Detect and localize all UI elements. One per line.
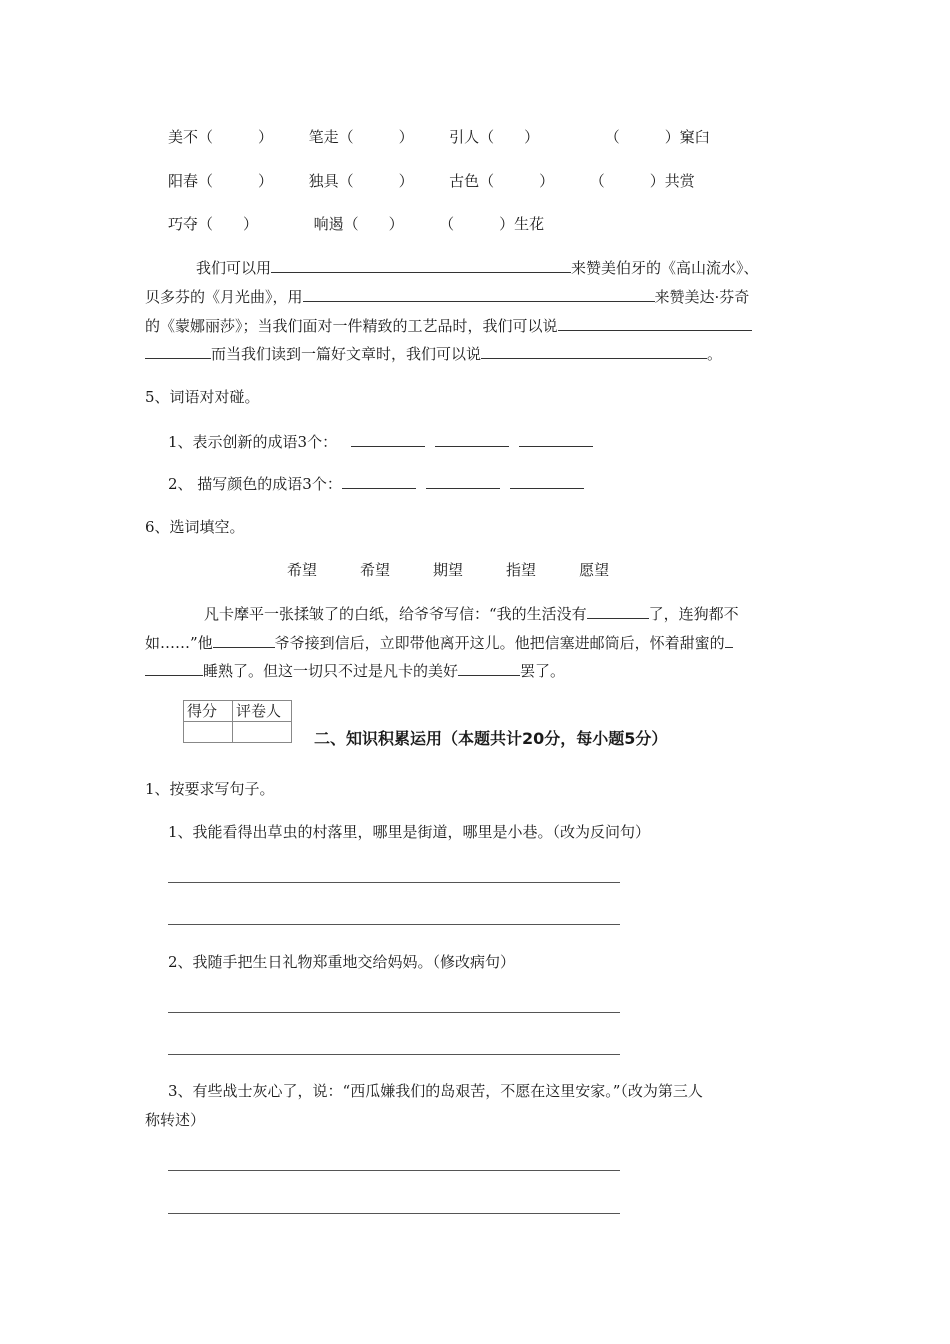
answer-blank[interactable] [213, 633, 275, 648]
answer-blank[interactable] [725, 633, 733, 648]
choice-word: 愿望 [579, 561, 610, 579]
text: 2、 描写颜色的成语3个： [168, 475, 342, 493]
idiom-row-1 [168, 127, 710, 147]
answer-line[interactable] [168, 882, 620, 883]
answer-line[interactable] [168, 1054, 620, 1055]
idiom-blank: 笔走（ ） [308, 128, 414, 146]
choice-word: 指望 [506, 561, 537, 579]
q5-item-1 [168, 432, 593, 452]
text: 来赞美伯牙的《高山流水》、 [571, 259, 759, 277]
choice-word: 期望 [433, 561, 464, 579]
answer-line[interactable] [168, 1012, 620, 1013]
text: 爷爷接到信后，立即带他离开这儿。他把信塞进邮筒后，怀着甜蜜的 [274, 634, 725, 652]
grader-label: 评卷人 [233, 701, 292, 722]
paragraph1-line2 [145, 287, 749, 307]
answer-blank[interactable] [510, 474, 584, 489]
q5-item-2 [168, 474, 584, 494]
section2-heading: 二、知识积累运用（本题共计20分，每小题5分） [314, 729, 668, 748]
grader-cell[interactable] [233, 722, 292, 743]
score-label: 得分 [184, 701, 233, 722]
text: 来赞美达·芬奇 [654, 288, 750, 306]
idiom-blank: （ ）生花 [439, 215, 545, 233]
idiom-blank: 响遏（ ） [313, 215, 404, 233]
choice-word: 希望 [360, 561, 391, 579]
idiom-row-3 [168, 214, 544, 234]
q6-choices [287, 560, 609, 580]
answer-blank[interactable] [426, 474, 500, 489]
answer-blank[interactable] [587, 604, 649, 619]
idiom-blank: 阳春（ ） [168, 172, 274, 190]
idiom-blank: 独具（ ） [308, 172, 414, 190]
text: 罢了。 [520, 662, 566, 680]
text: 。 [707, 345, 723, 363]
text: 睡熟了。但这一切只不过是凡卡的美好 [203, 662, 459, 680]
q5-title: 5、词语对对碰。 [145, 388, 260, 406]
text: 我们可以用 [196, 259, 272, 277]
answer-line[interactable] [168, 924, 620, 925]
paragraph1-line3 [145, 316, 752, 336]
answer-blank[interactable] [145, 661, 203, 676]
q6-line2 [145, 633, 733, 653]
idiom-blank: 巧夺（ ） [168, 215, 259, 233]
answer-blank[interactable] [558, 316, 752, 331]
choice-word: 希望 [287, 561, 318, 579]
text: 1、表示创新的成语3个： [168, 433, 338, 451]
paragraph1-line1 [196, 258, 759, 278]
idiom-row-2 [168, 171, 695, 191]
idiom-blank: 美不（ ） [168, 128, 274, 146]
answer-blank[interactable] [458, 661, 520, 676]
text: 贝多芬的《月光曲》，用 [145, 288, 303, 306]
answer-line[interactable] [168, 1170, 620, 1171]
sentence-task-2: 2、我随手把生日礼物郑重地交给妈妈。（修改病句） [168, 953, 516, 971]
sentence-task-1: 1、我能看得出草虫的村落里，哪里是街道，哪里是小巷。（改为反问句） [168, 823, 651, 841]
idiom-blank: 古色（ ） [449, 172, 555, 190]
answer-blank[interactable] [481, 344, 707, 359]
answer-blank[interactable] [435, 432, 509, 447]
idiom-blank: （ ）窠臼 [604, 128, 710, 146]
score-cell[interactable] [184, 722, 233, 743]
answer-blank[interactable] [303, 287, 655, 302]
paragraph1-line4 [145, 344, 722, 364]
text: 而当我们读到一篇好文章时，我们可以说 [211, 345, 482, 363]
answer-blank[interactable] [342, 474, 416, 489]
idiom-blank: 引人（ ） [449, 128, 540, 146]
sentence-task-3-line1: 3、有些战士灰心了，说：“西瓜嫌我们的岛艰苦，不愿在这里安家。”（改为第三人 [168, 1082, 703, 1100]
answer-blank[interactable] [145, 344, 211, 359]
text: 了，连狗都不 [648, 605, 739, 623]
answer-line[interactable] [168, 1213, 620, 1214]
score-box [183, 700, 292, 743]
sentence-task-3-line2: 称转述） [145, 1111, 206, 1129]
section2-q1-title: 1、按要求写句子。 [145, 780, 275, 798]
answer-blank[interactable] [271, 258, 571, 273]
q6-line1 [204, 604, 739, 624]
answer-blank[interactable] [351, 432, 425, 447]
q6-line3 [145, 661, 565, 681]
q6-title: 6、选词填空。 [145, 518, 245, 536]
text: 的《蒙娜丽莎》；当我们面对一件精致的工艺品时，我们可以说 [145, 317, 558, 335]
answer-blank[interactable] [519, 432, 593, 447]
text: 如……”他 [145, 634, 213, 652]
text: 凡卡摩平一张揉皱了的白纸，给爷爷写信：“我的生活没有 [204, 605, 587, 623]
idiom-blank: （ ）共赏 [589, 172, 695, 190]
